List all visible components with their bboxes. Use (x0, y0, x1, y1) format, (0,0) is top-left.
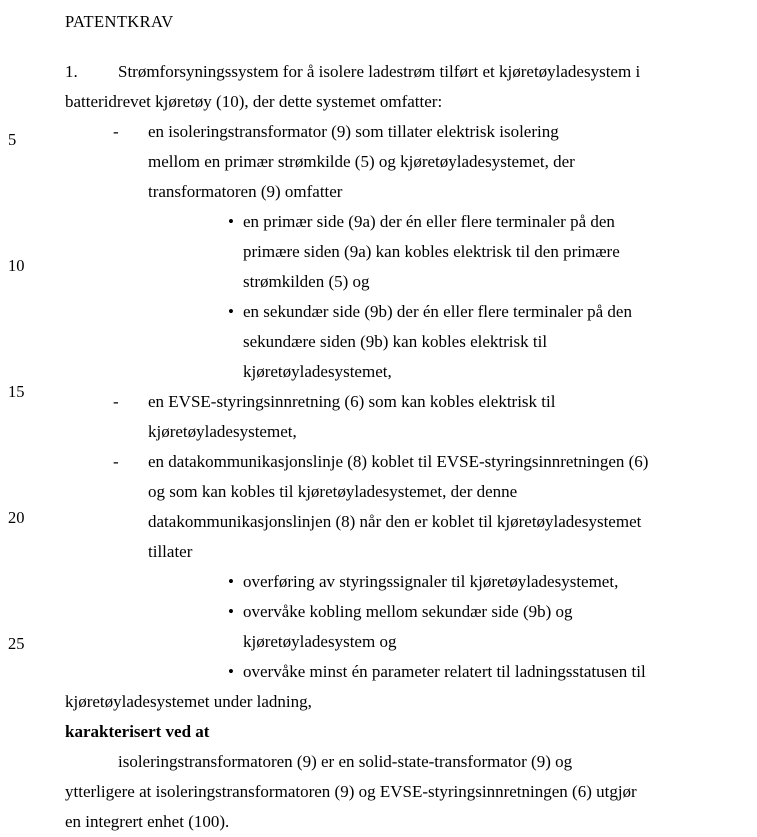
dash-marker: - (113, 392, 119, 411)
claim-line-text: kjøretøyladesystemet, (243, 362, 392, 381)
claim-line (65, 207, 727, 237)
claim-line-text: og som kan kobles til kjøretøyladesystemet, der denne (148, 482, 518, 501)
claim-line (65, 417, 727, 447)
claim-line-text: sekundære siden (9b) kan kobles elektrisk til (243, 332, 548, 351)
claim-line-text: en sekundær side (9b) der én eller flere terminaler på den (243, 302, 632, 321)
claim-line-text: en datakommunikasjonslinje (8) koblet til EVSE-styringsinnretningen (6) (148, 452, 649, 471)
claim-line-text: primære siden (9a) kan kobles elektrisk til den primære (243, 242, 620, 261)
claim-line (65, 87, 727, 117)
claim-line (65, 117, 727, 147)
claim-line-text: overvåke kobling mellom sekundær side (9b) og (243, 602, 573, 621)
claim-line (65, 387, 727, 417)
characterizing-clause (65, 717, 727, 747)
line-number-10: 10 (8, 256, 25, 275)
claim-line-text: en isoleringstransformator (9) som tillater elektrisk isolering (148, 122, 559, 141)
line-number-5: 5 (8, 130, 17, 149)
claim-line-text: karakterisert ved at (65, 722, 210, 741)
claim-line (65, 807, 727, 837)
claims-text-block (65, 11, 727, 837)
claim-line (65, 657, 727, 687)
claim-line (65, 237, 727, 267)
claim-line-text: batteridrevet kjøretøy (10), der dette systemet omfatter: (65, 92, 443, 111)
claim-line (65, 567, 727, 597)
claim-line (65, 447, 727, 477)
claim-line (65, 597, 727, 627)
claim-line-text: kjøretøyladesystemet under ladning, (65, 692, 312, 711)
claim-line (65, 687, 727, 717)
claim-line-text: en primær side (9a) der én eller flere terminaler på den (243, 212, 615, 231)
claim-line (65, 747, 727, 777)
claim-line-text: isoleringstransformatoren (9) er en solid-state-transformator (9) og (118, 752, 573, 771)
claim-line (65, 477, 727, 507)
claim-line-text: kjøretøyladesystem og (243, 632, 397, 651)
claim-line-text: en integrert enhet (100). (65, 812, 230, 831)
claim-line (65, 357, 727, 387)
claim-line-text: transformatoren (9) omfatter (148, 182, 343, 201)
claim-line-text: datakommunikasjonslinjen (8) når den er koblet til kjøretøyladesystemet (148, 512, 642, 531)
claim-line-text: strømkilden (5) og (243, 272, 370, 291)
bullet-marker-icon: • (228, 662, 234, 681)
bullet-marker-icon: • (228, 572, 234, 591)
line-number-15: 15 (8, 382, 25, 401)
claim-line (65, 627, 727, 657)
claim-line (65, 57, 727, 87)
claim-line (65, 177, 727, 207)
claim-line-text: ytterligere at isoleringstransformatoren (9) og EVSE-styringsinnretningen (6) utgjør (65, 782, 637, 801)
claim-line (65, 147, 727, 177)
claim-line-text: overføring av styringssignaler til kjøretøyladesystemet, (243, 572, 619, 591)
claim-line (65, 327, 727, 357)
bullet-marker-icon: • (228, 302, 234, 321)
line-number-20: 20 (8, 508, 25, 527)
claim-line-text: en EVSE-styringsinnretning (6) som kan kobles elektrisk til (148, 392, 556, 411)
claim-line (65, 297, 727, 327)
claim-line-text: kjøretøyladesystemet, (148, 422, 297, 441)
line-number-25: 25 (8, 634, 25, 653)
bullet-marker-icon: • (228, 212, 234, 231)
claim-line (65, 507, 727, 537)
claim-line-text: overvåke minst én parameter relatert til ladningsstatusen til (243, 662, 646, 681)
claim-line (65, 267, 727, 297)
claim-number-marker: 1. (65, 62, 78, 81)
bullet-marker-icon: • (228, 602, 234, 621)
dash-marker: - (113, 452, 119, 471)
claim-line (65, 777, 727, 807)
claim-line-text: Strømforsyningssystem for å isolere ladestrøm tilført et kjøretøyladesystem i (118, 62, 641, 81)
claim-line-text: tillater (148, 542, 193, 561)
page-title: PATENTKRAV (65, 12, 174, 31)
claim-line-text: mellom en primær strømkilde (5) og kjøretøyladesystemet, der (148, 152, 575, 171)
dash-marker: - (113, 122, 119, 141)
claim-line (65, 537, 727, 567)
